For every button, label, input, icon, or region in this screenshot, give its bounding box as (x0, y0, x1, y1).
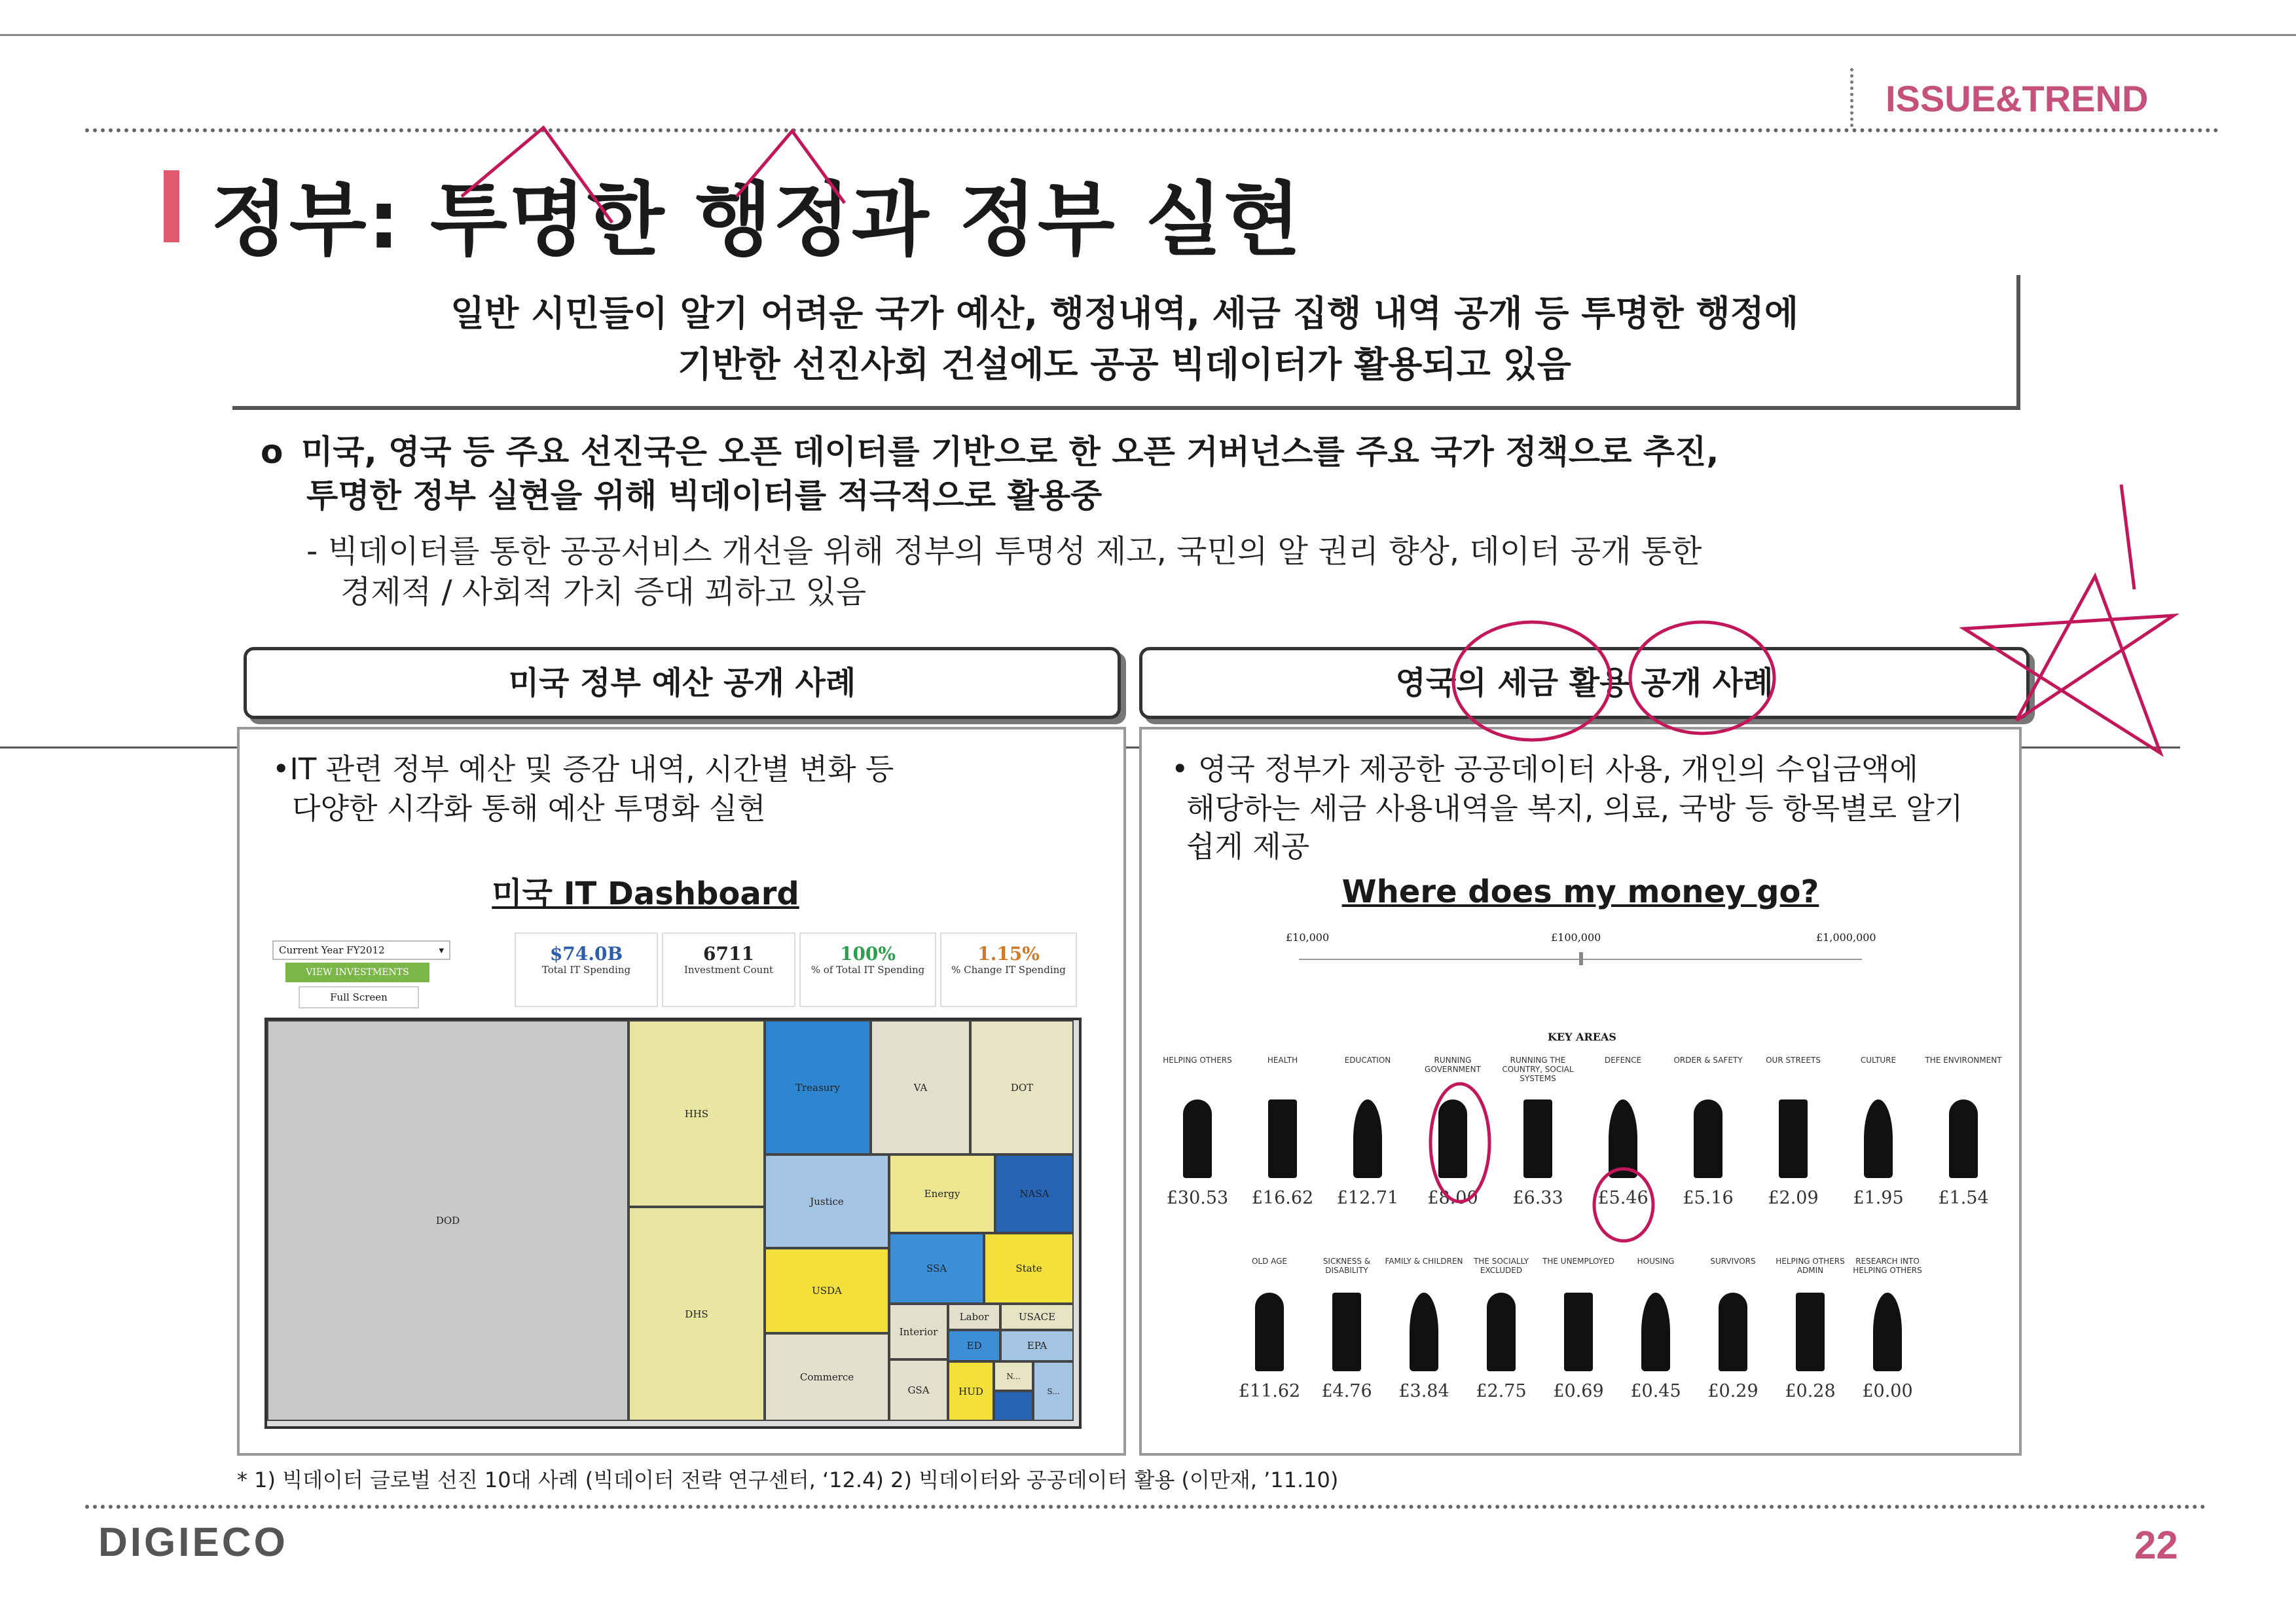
category-amount: £11.62 (1238, 1381, 1301, 1401)
treemap-cell-usace[interactable]: USACE (1000, 1304, 1074, 1330)
treemap-cell-justice[interactable]: Justice (765, 1154, 889, 1248)
chevron-down-icon: ▾ (439, 944, 444, 956)
category-label: OUR STREETS (1766, 1056, 1821, 1065)
treemap-cell-s[interactable]: S... (1033, 1361, 1074, 1421)
category-label: CULTURE (1860, 1056, 1897, 1065)
view-investments-button[interactable]: VIEW INVESTMENTS (285, 963, 429, 982)
right-panel-header: 영국의 세금 활용 공개 사례 (1139, 647, 2030, 719)
category-label: HEALTH (1267, 1056, 1298, 1065)
treemap-cell-nasa[interactable]: NASA (995, 1154, 1074, 1233)
category-amount: £2.75 (1476, 1381, 1527, 1401)
star-mark (1964, 576, 2174, 753)
category-amount: £12.71 (1336, 1188, 1399, 1208)
category-label: EDUCATION (1344, 1056, 1391, 1065)
category-amount: £8.00 (1427, 1188, 1478, 1208)
metric-value: 100% (839, 943, 896, 965)
check-mark (737, 131, 845, 203)
key-areas-label: KEY AREAS (1548, 1031, 1616, 1043)
footer-logo: DIGIECO (98, 1520, 288, 1565)
circle-mark (1453, 622, 1611, 740)
bullet-line-1: 미국, 영국 등 주요 선진국은 오픈 데이터를 기반으로 한 오픈 거버넌스를 주요 국가 정책으로 추진, (301, 433, 1719, 471)
summary-line-2: 기반한 선진사회 건설에도 공공 빅데이터가 활용되고 있음 (678, 344, 1571, 385)
treemap-cell-commerce[interactable]: Commerce (765, 1333, 889, 1421)
treemap-cell-dhs[interactable]: DHS (629, 1207, 765, 1421)
treemap-cell-state[interactable]: State (984, 1233, 1074, 1304)
category-amount: £2.09 (1768, 1188, 1819, 1208)
category-amount: £16.62 (1251, 1188, 1314, 1208)
treemap-cell-va[interactable]: VA (871, 1020, 970, 1154)
left-panel-title: 미국 IT Dashboard (492, 876, 799, 912)
stroke-mark (2121, 485, 2134, 589)
treemap-cell-labor[interactable]: Labor (948, 1304, 1000, 1330)
treemap-cell-dod[interactable]: DOD (267, 1020, 629, 1421)
treemap-cell-hud[interactable]: HUD (948, 1361, 994, 1421)
category-amount: £0.69 (1553, 1381, 1604, 1401)
right-panel-text-1: • 영국 정부가 제공한 공공데이터 사용, 개인의 수입금액에 (1171, 752, 1918, 786)
treemap-cell-usda[interactable]: USDA (765, 1248, 889, 1333)
category-amount: £30.53 (1166, 1188, 1229, 1208)
treemap-cell-treasury[interactable]: Treasury (765, 1020, 871, 1154)
category-amount: £0.00 (1862, 1381, 1913, 1401)
category-label: RESEARCH INTO HELPING OTHERS (1853, 1257, 1922, 1275)
treemap-cell-interior[interactable]: Interior (889, 1304, 948, 1359)
section-label: ISSUE&TREND (1886, 78, 2149, 119)
metric-value: $74.0B (549, 943, 623, 965)
category-amount: £1.95 (1853, 1188, 1904, 1208)
category-label: DEFENCE (1604, 1056, 1642, 1065)
category-amount: £4.76 (1321, 1381, 1372, 1401)
category-label: RUNNING THE COUNTRY, SOCIAL SYSTEMS (1502, 1056, 1574, 1083)
category-label: THE ENVIRONMENT (1925, 1056, 2002, 1065)
category-label: THE SOCIALLY EXCLUDED (1473, 1257, 1529, 1275)
category-label: HOUSING (1637, 1257, 1675, 1266)
category-label: RUNNING GOVERNMENT (1425, 1056, 1481, 1074)
check-mark (462, 128, 612, 223)
treemap-cell-energy[interactable]: Energy (889, 1154, 995, 1233)
category-label: SURVIVORS (1710, 1257, 1756, 1266)
year-select-value: Current Year FY2012 (279, 944, 385, 956)
category-amount: £3.84 (1398, 1381, 1449, 1401)
left-panel-header: 미국 정부 예산 공개 사례 (244, 647, 1121, 719)
page-title: 정부: 투명한 행정과 정부 실현 (211, 174, 1302, 267)
treemap-cell-ed[interactable]: ED (948, 1330, 1000, 1361)
bullet-marker: o (261, 433, 283, 471)
category-label: FAMILY & CHILDREN (1385, 1257, 1463, 1266)
metric-value: 1.15% (977, 943, 1040, 965)
right-panel-text-2: 해당하는 세금 사용내역을 복지, 의료, 국방 등 항목별로 알기 (1186, 791, 1963, 826)
left-panel-text-2: 다양한 시각화 통해 예산 투명화 실현 (292, 791, 766, 826)
category-amount: £5.16 (1683, 1188, 1734, 1208)
page-number: 22 (2134, 1523, 2178, 1567)
right-panel-title: Where does my money go? (1341, 874, 1819, 910)
category-amount: £0.29 (1707, 1381, 1758, 1401)
category-label: ORDER & SAFETY (1673, 1056, 1743, 1065)
circle-mark (1594, 1169, 1653, 1241)
footnote: * 1) 빅데이터 글로벌 선진 10대 사례 (빅데이터 전략 연구센터, ‘12.4) 2) 빅데이터와 공공데이터 활용 (이만재, ’11.10) (237, 1467, 1339, 1492)
sub-line-2: 경제적 / 사회적 가치 증대 꾀하고 있음 (340, 574, 867, 610)
category-amount: £0.45 (1630, 1381, 1681, 1401)
right-panel-text-3: 쉽게 제공 (1186, 829, 1310, 864)
full-screen-button[interactable]: Full Screen (299, 986, 419, 1008)
treemap-cell-dot[interactable]: DOT (970, 1020, 1074, 1154)
treemap-cell-gsa[interactable]: GSA (889, 1359, 948, 1421)
scale-label-max: £1,000,000 (1816, 931, 1876, 944)
left-panel-text-1: •IT 관련 정부 예산 및 증감 내역, 시간별 변화 등 (272, 752, 894, 786)
sub-line-1: - 빅데이터를 통한 공공서비스 개선을 위해 정부의 투명성 제고, 국민의 알 권리 향상, 데이터 공개 통한 (306, 533, 1702, 570)
category-amount: £0.28 (1785, 1381, 1836, 1401)
summary-line-1: 일반 시민들이 알기 어려운 국가 예산, 행정내역, 세금 집행 내역 공개 등 투명한 행정에 (450, 293, 1798, 334)
category-amount: £5.46 (1597, 1188, 1649, 1208)
category-label: HELPING OTHERS ADMIN (1776, 1257, 1845, 1275)
treemap-cell-hhs[interactable]: HHS (629, 1020, 765, 1207)
category-label: SICKNESS & DISABILITY (1322, 1257, 1371, 1275)
treemap-cell-epa[interactable]: EPA (1000, 1330, 1074, 1361)
scale-label-mid: £100,000 (1551, 931, 1601, 944)
metric-label: % of Total IT Spending (811, 964, 925, 976)
metric-label: Total IT Spending (541, 964, 631, 976)
category-label: THE UNEMPLOYED (1542, 1257, 1614, 1266)
category-label: OLD AGE (1251, 1257, 1288, 1266)
metric-label: % Change IT Spending (951, 964, 1066, 976)
treemap-cell-n[interactable]: N... (994, 1361, 1033, 1391)
metric-label: Investment Count (683, 964, 774, 976)
category-amount: £1.54 (1938, 1188, 1989, 1208)
scale-label-min: £10,000 (1286, 931, 1330, 944)
metric-value: 6711 (703, 943, 754, 965)
circle-mark (1430, 1084, 1489, 1202)
bullet-line-2: 투명한 정부 실현을 위해 빅데이터를 적극적으로 활용중 (306, 477, 1102, 515)
circle-mark (1630, 622, 1774, 733)
category-amount: £6.33 (1512, 1188, 1563, 1208)
treemap-cell-ssa[interactable]: SSA (889, 1233, 984, 1304)
category-label: HELPING OTHERS (1163, 1056, 1232, 1065)
